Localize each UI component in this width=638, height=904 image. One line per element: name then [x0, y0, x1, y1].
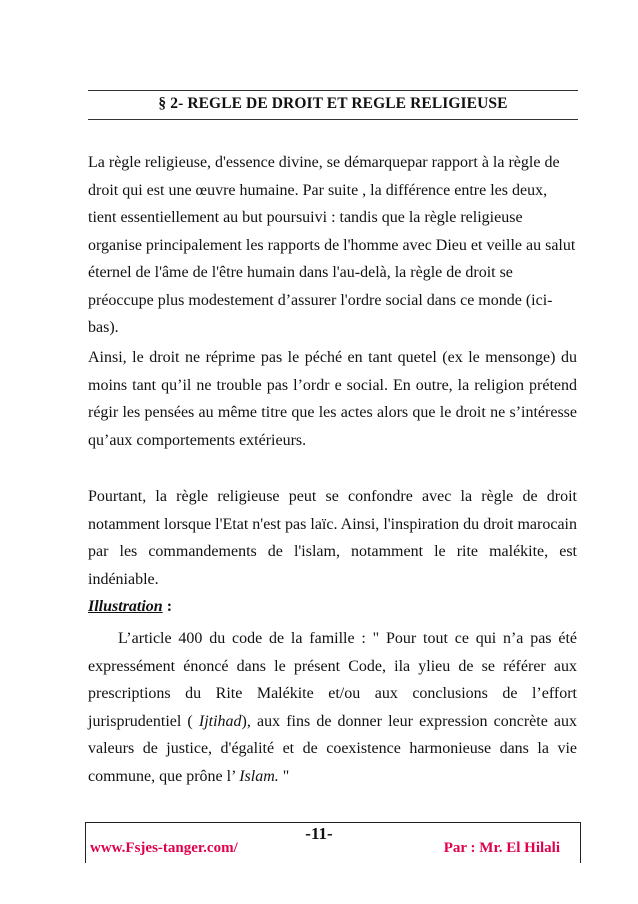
term-ijtihad: Ijtihad — [198, 712, 242, 730]
page-number: -11- — [305, 824, 333, 843]
paragraph-3: Pourtant, la règle religieuse peut se confondre avec la règle de droit notamment lorsque l'Etat n'est pas laïc. Ainsi, l'inspiration du droit marocain par les commandements de l'islam, notamment le rite malékite, est indéniable. — [88, 488, 577, 588]
illustration-label: Illustration — [88, 598, 163, 615]
quote-text-start: L’article 400 du code de la famille : " Pour tout ce qui n’a pas été expressément énoncé dans le présent Code, ila ylieu de se référer aux prescriptions du Rite Malékite et/ou aux conclusions de l’effort jurisprudentiel ( — [88, 630, 577, 730]
quote-text-middle: ), aux fins de donner leur expression concrète aux valeurs de justice, d'égalité et de coexistence harmonieuse dans la vie commune, que prône l’ — [88, 712, 578, 785]
heading-top-rule — [88, 90, 578, 91]
paragraph-1: La règle religieuse, d'essence divine, se démarquepar rapport à la règle de droit qui est une œuvre humaine. Par suite , la différence entre les deux, tient essentiellement au but poursuivi : tandis que la règle religieuse organise principalement les rapports de l'homme avec Dieu et veille au salut éternel de l'âme de l'être humain dans l'au-delà, la règle de droit se préoccupe plus modestement d’assurer l'ordre social dans ce monde (ici-bas). — [88, 154, 576, 336]
heading-bottom-rule — [88, 119, 578, 120]
quote-text-end: " — [278, 767, 290, 785]
illustration-quote — [88, 625, 577, 790]
footer-website-link[interactable]: www.Fsjes-tanger.com/ — [90, 840, 238, 856]
illustration-colon: : — [162, 598, 173, 615]
paragraph-2: Ainsi, le droit ne réprime pas le péché en tant quetel (ex le mensonge) du moins tant qu’il ne trouble pas l’ordr e social. En outre, la religion prétend régir les pensées au même titre que les actes alors que le droit ne s’intéresse qu’aux comportements extérieurs. — [88, 349, 577, 449]
illustration-heading — [88, 598, 172, 616]
footer-author: Par : Mr. El Hilali — [443, 840, 560, 856]
term-islam: Islam. — [239, 767, 279, 785]
section-heading: § 2- REGLE DE DROIT ET REGLE RELIGIEUSE — [158, 95, 508, 112]
